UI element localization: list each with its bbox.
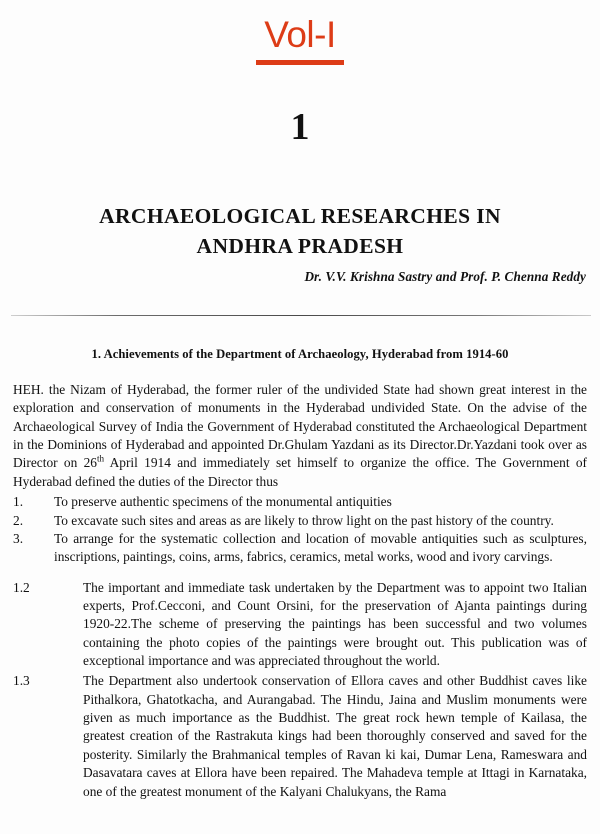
numbered-paragraph-marker: 1.3 — [13, 673, 30, 689]
list-item-text: To excavate such sites and areas as are likely to throw light on the past history of the country. — [54, 512, 554, 528]
numbered-paragraph-text: The Department also undertook conservation of Ellora caves and other Buddhist caves like Pithalkora, Ghatotkacha, and Aurangabad. The Hindu, Jaina and Muslim monuments were given as much importance as the Buddhist. The great rock hewn temple of Kailasa, the greatest creation of the Rastrakuta kings had been thoroughly conserved and saved for the posterity. Similarly the Brahmanical temples of Ravan ki kai, Dumar Lena, Rameswara and Dasavatara caves at Ellora have been repaired. The Mahadeva temple at Ittagi in Karnataka, one of the greatest monument of the Kalyani Chalukyans, the Rama — [83, 673, 587, 799]
numbered-paragraph-marker: 1.2 — [13, 579, 30, 595]
numbered-paragraph — [13, 579, 587, 671]
intro-paragraph-part-1: HEH. the Nizam of Hyderabad, the former ruler of the undivided State had shown great interest in the exploration and conservation of monuments in the Hyderabad undivided State. On the advise of the Archaeological Survey of India the Government of Hyderabad constituted the Archaeological Department in the Dominions of Hyderabad and appointed Dr.Ghulam Yazdani as its Director.Dr.Yazdani took over as Director on 26 — [13, 382, 587, 471]
numbered-paragraph — [13, 672, 587, 801]
list-item — [13, 512, 587, 530]
duties-list — [13, 493, 587, 566]
list-item — [13, 530, 587, 567]
document-body — [13, 347, 587, 803]
header-divider — [11, 315, 591, 316]
list-item-marker: 2. — [13, 512, 24, 528]
numbered-paragraph-group — [13, 579, 587, 801]
volume-underline-rule — [256, 60, 344, 65]
list-item-text: To arrange for the systematic collection and location of movable antiquities such as sculptures, inscriptions, paintings, coins, arms, fabrics, ceramics, metal works, wood and ivory carvings. — [54, 530, 587, 565]
list-item-marker: 1. — [13, 494, 24, 510]
page-title-line-2: ANDHRA PRADESH — [196, 234, 404, 259]
page-title-line-1: ARCHAEOLOGICAL RESEARCHES IN — [99, 204, 501, 229]
volume-marker — [0, 16, 600, 65]
numbered-paragraph-text: The important and immediate task undertaken by the Department was to appoint two Italian experts, Prof.Cecconi, and Count Orsini, for the preservation of Ajanta paintings during 1920-22.The scheme of preserving the paintings has been successful and two volumes containing the photo copies of the paintings were brought out. This publication was of exceptional importance and was appreciated throughout the world. — [83, 579, 587, 669]
list-item-marker: 3. — [13, 530, 24, 546]
list-item — [13, 493, 587, 511]
section-heading: 1. Achievements of the Department of Archaeology, Hyderabad from 1914-60 — [91, 347, 509, 361]
chapter-number: 1 — [290, 106, 310, 148]
intro-ordinal-superscript: th — [96, 453, 105, 464]
author-byline: Dr. V.V. Krishna Sastry and Prof. P. Chenna Reddy — [304, 269, 586, 284]
intro-paragraph-part-2: April 1914 and immediately set himself to organize the office. The Government of Hyderabad defined the duties of the Director thus — [13, 455, 587, 489]
page-title — [0, 202, 600, 261]
list-item-text: To preserve authentic specimens of the monumental antiquities — [54, 494, 392, 510]
volume-label: Vol-I — [264, 14, 336, 55]
intro-paragraph — [13, 381, 587, 491]
